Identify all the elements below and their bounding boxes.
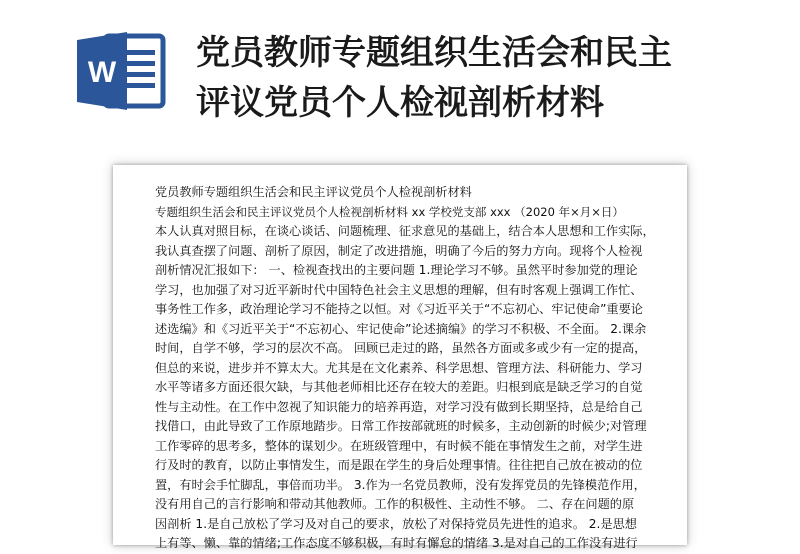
word-document-icon (75, 30, 167, 112)
title-line-2: 评议党员个人检视剖析材料 (196, 83, 604, 123)
doc-line: 述选编》和《习近平关于“不忘初心、牢记使命”论述摘编》的学习不积极、不全面。 2.课余 (155, 321, 647, 336)
header (0, 0, 800, 150)
doc-line: 时间，自学不够，学习的层次不高。 回顾已走过的路，虽然各方面或多或少有一定的提高， (155, 341, 647, 355)
doc-line: 工作零碎的思考多，整体的谋划少。在班级管理中，有时候不能在事情发生之前，对学生进 (155, 438, 643, 453)
doc-line: 置，有时会手忙脚乱，事倍而功半。 3.作为一名党员教师，没有发挥党员的先锋模范作用， (155, 477, 646, 492)
doc-line: 专题组织生活会和民主评议党员个人检视剖析材料 xx 学校党支部 xxx （2020 年×月×日） (155, 204, 624, 219)
document-page (113, 165, 687, 550)
doc-line: 找借口，由此导致了工作原地踏步。日常工作按部就班的时候多，主动创新的时候少;对管理 (155, 419, 647, 433)
doc-line: 因剖析 1.是自己放松了学习及对自己的要求，放松了对保持党员先进性的追求。 2.是思想 (155, 516, 637, 531)
document-body (155, 183, 655, 554)
doc-line: 但总的来说，进步并不算太大。尤其是在文化素养、科学思想、管理方法、科研能力、学习 (155, 360, 643, 375)
doc-line: 本人认真对照目标，在谈心谈话、问题梳理、征求意见的基础上，结合本人思想和工作实际， (155, 224, 655, 238)
doc-line: 事务性工作多，政治理论学习不能持之以恒。对《习近平关于“不忘初心、牢记使命”重要论 (155, 302, 643, 316)
doc-line: 行及时的教育，以防止事情发生，而是跟在学生的身后处理事情。往往把自己放在被动的位 (155, 458, 643, 472)
doc-line: 学习，也加强了对习近平新时代中国特色社会主义思想的理解，但有时客观上强调工作忙、 (155, 282, 643, 297)
page-title (196, 28, 786, 128)
doc-line: 上有等、懒、靠的情绪;工作态度不够积极，有时有懈怠的情绪 3.是对自己的工作没有进行 (155, 536, 638, 550)
title-line-1: 党员教师专题组织生活会和民主 (196, 33, 672, 73)
doc-line: 剖析情况汇报如下： 一、检视查找出的主要问题 1.理论学习不够。虽然平时参加党的理论 (155, 263, 638, 277)
doc-line: 没有用自己的言行影响和带动其他教师。工作的积极性、主动性不够。 二、存在问题的原 (155, 497, 635, 511)
logo-letter: W (87, 56, 117, 89)
doc-line: 性与主动性。在工作中忽视了知识能力的培养再造，对学习没有做到长期坚持，总是给自己 (155, 399, 643, 414)
doc-line: 水平等诸多方面还很欠缺，与其他老师相比还存在较大的差距。归根到底是缺乏学习的自觉 (155, 380, 643, 394)
doc-line-heading: 党员教师专题组织生活会和民主评议党员个人检视剖析材料 (155, 185, 472, 199)
doc-line: 我认真查摆了问题、剖析了原因，制定了改进措施，明确了今后的努力方向。现将个人检视 (155, 243, 643, 258)
